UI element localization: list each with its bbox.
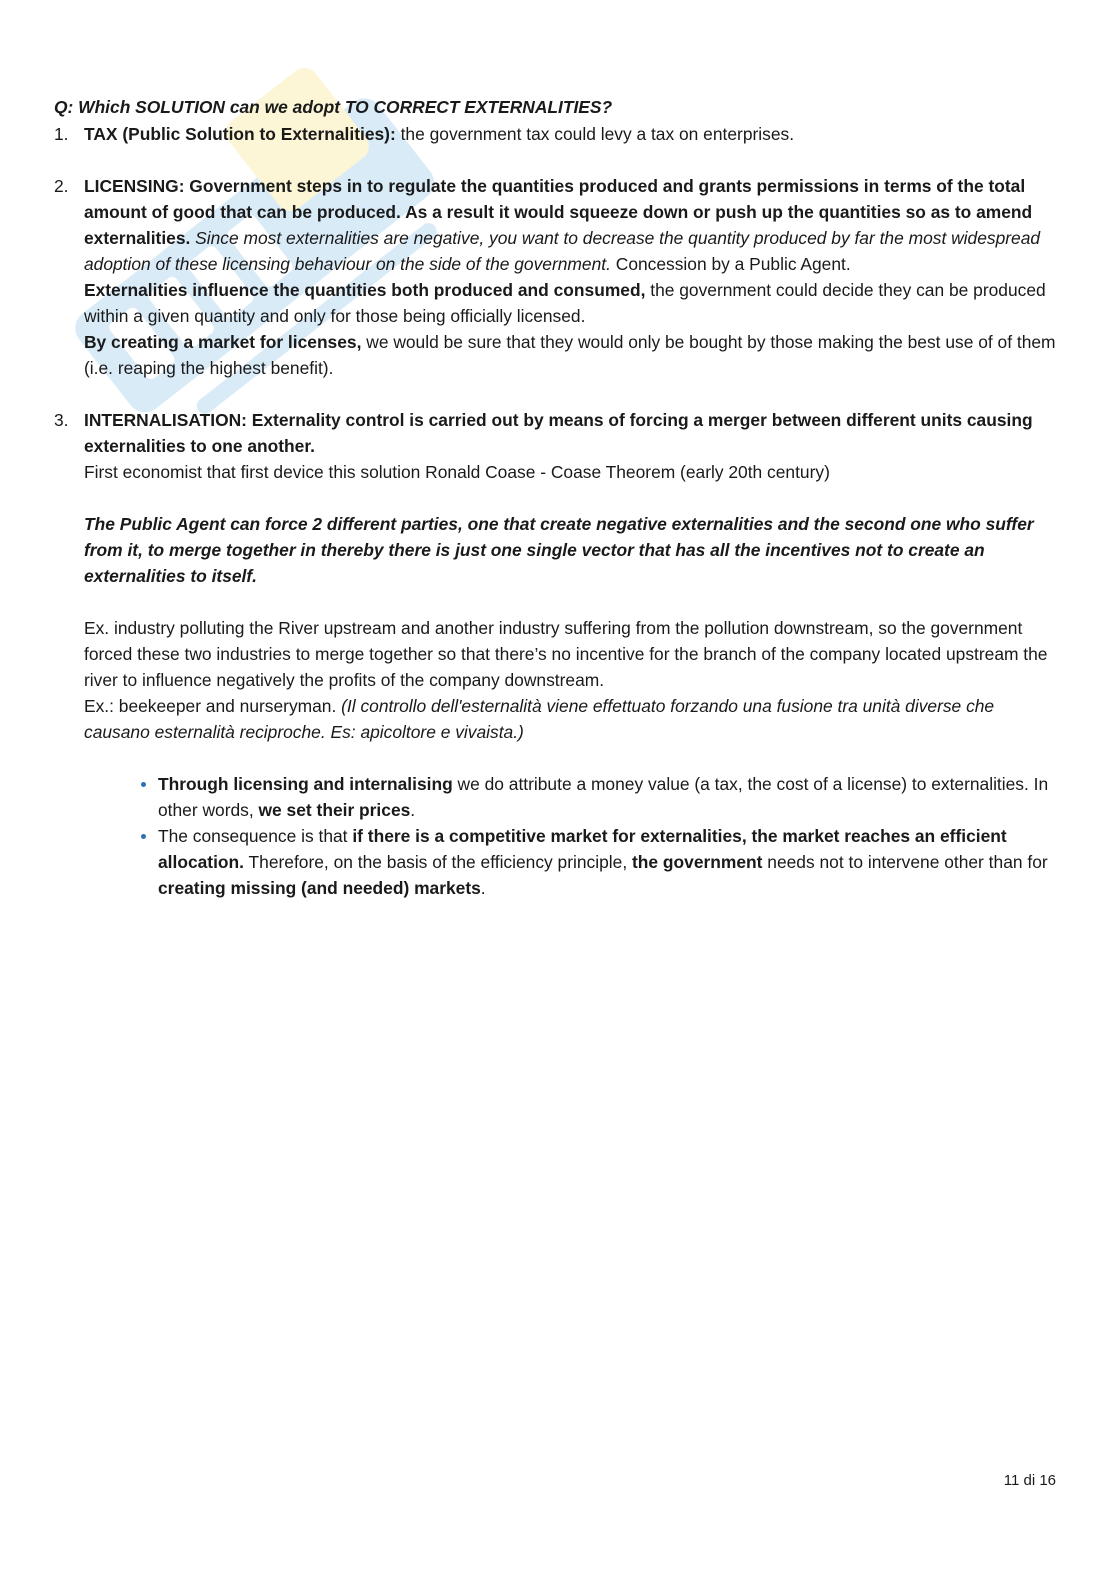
bullet2-text: The consequence is that xyxy=(158,826,353,846)
item-number: 1. xyxy=(54,124,69,144)
licensing-italic: Since most externalities are negative, you want to decrease the quantity produced by far the most widespread adoption of these licensing behaviour on the side of the government. xyxy=(84,228,1041,274)
bullet2-bold-3: creating missing (and needed) markets xyxy=(158,878,481,898)
example-river: Ex. industry polluting the River upstream and another industry suffering from the pollution downstream, so the government forced these two industries to merge together so that there’s no incentive for the branch of the company located upstream the river to influence negatively the profits of the company downstream. xyxy=(84,618,1048,690)
internalisation-heading: INTERNALISATION: Externality control is carried out by means of forcing a merger between different units causing externalities to one another. xyxy=(84,410,1033,456)
licensing-p3-bold: By creating a market for licenses, xyxy=(84,332,362,352)
licensing-paragraph xyxy=(84,173,1060,277)
example-beekeeper-italian: (Il controllo dell'esternalità viene effettuato forzando una fusione tra unità diverse che causano esternalità reciproche. Es: apicoltore e vivaista.) xyxy=(84,696,995,742)
licensing-heading: LICENSING: Government steps in to regulate the quantities produced and grants permissions in terms of the total amount of good that can be produced. As a result it would squeeze down or push up the quantities so as to amend externalities. xyxy=(84,176,1033,248)
bullet-dot-icon xyxy=(141,782,146,787)
bullet1-bold: Through licensing and internalising xyxy=(158,774,453,794)
bullet-item xyxy=(158,823,1060,901)
bullet2-bold-2: the government xyxy=(632,852,763,872)
item-number: 2. xyxy=(54,176,69,196)
licensing-paragraph-2 xyxy=(84,277,1060,329)
bullet-item xyxy=(158,771,1060,823)
licensing-text: Concession by a Public Agent. xyxy=(610,254,851,274)
list-item-internalisation xyxy=(54,407,1060,745)
licensing-paragraph-3 xyxy=(84,329,1060,381)
question-heading: Q: Which SOLUTION can we adopt TO CORRECT EXTERNALITIES? xyxy=(54,97,613,117)
page-number: 11 di 16 xyxy=(1003,1472,1056,1489)
list-item-tax xyxy=(54,121,1060,147)
bullet2-end: . xyxy=(480,878,486,898)
coase-line: First economist that first device this solution Ronald Coase - Coase Theorem (early 20th century) xyxy=(84,462,830,482)
bullet1-end: . xyxy=(410,800,416,820)
bullet2-text-3: needs not to intervene other than for xyxy=(762,852,1048,872)
tax-text: the government tax could levy a tax on enterprises. xyxy=(395,124,795,144)
bullet1-text: we do attribute a money value (a tax, the cost of a license) to externalities. In other words, xyxy=(158,774,1049,820)
example-beekeeper-text: Ex.: beekeeper and nurseryman. xyxy=(84,696,342,716)
example-beekeeper xyxy=(84,693,1060,745)
tax-heading: TAX (Public Solution to Externalities): xyxy=(84,124,396,144)
licensing-p2-text: the government could decide they can be produced within a given quantity and only for those being officially licensed. xyxy=(84,280,1046,326)
licensing-p3-text: we would be sure that they would only be bought by those making the best use of of them (i.e. reaping the highest benefit). xyxy=(84,332,1056,378)
bullet2-bold: if there is a competitive market for externalities, the market reaches an efficient allocation. xyxy=(158,826,1007,872)
bullet2-text-2: Therefore, on the basis of the efficiency principle, xyxy=(244,852,632,872)
document-page xyxy=(54,94,1060,901)
list-item-licensing xyxy=(54,173,1060,381)
item-number: 3. xyxy=(54,410,69,430)
licensing-p2-bold: Externalities influence the quantities both produced and consumed, xyxy=(84,280,646,300)
public-agent-statement: The Public Agent can force 2 different parties, one that create negative externalities and the second one who suffer from it, to merge together in thereby there is just one single vector that has all the incentives not to create an externalities to itself. xyxy=(84,514,1034,586)
bullet-dot-icon xyxy=(141,834,146,839)
bullet1-bold-2: we set their prices xyxy=(258,800,411,820)
summary-bullets xyxy=(54,771,1060,901)
